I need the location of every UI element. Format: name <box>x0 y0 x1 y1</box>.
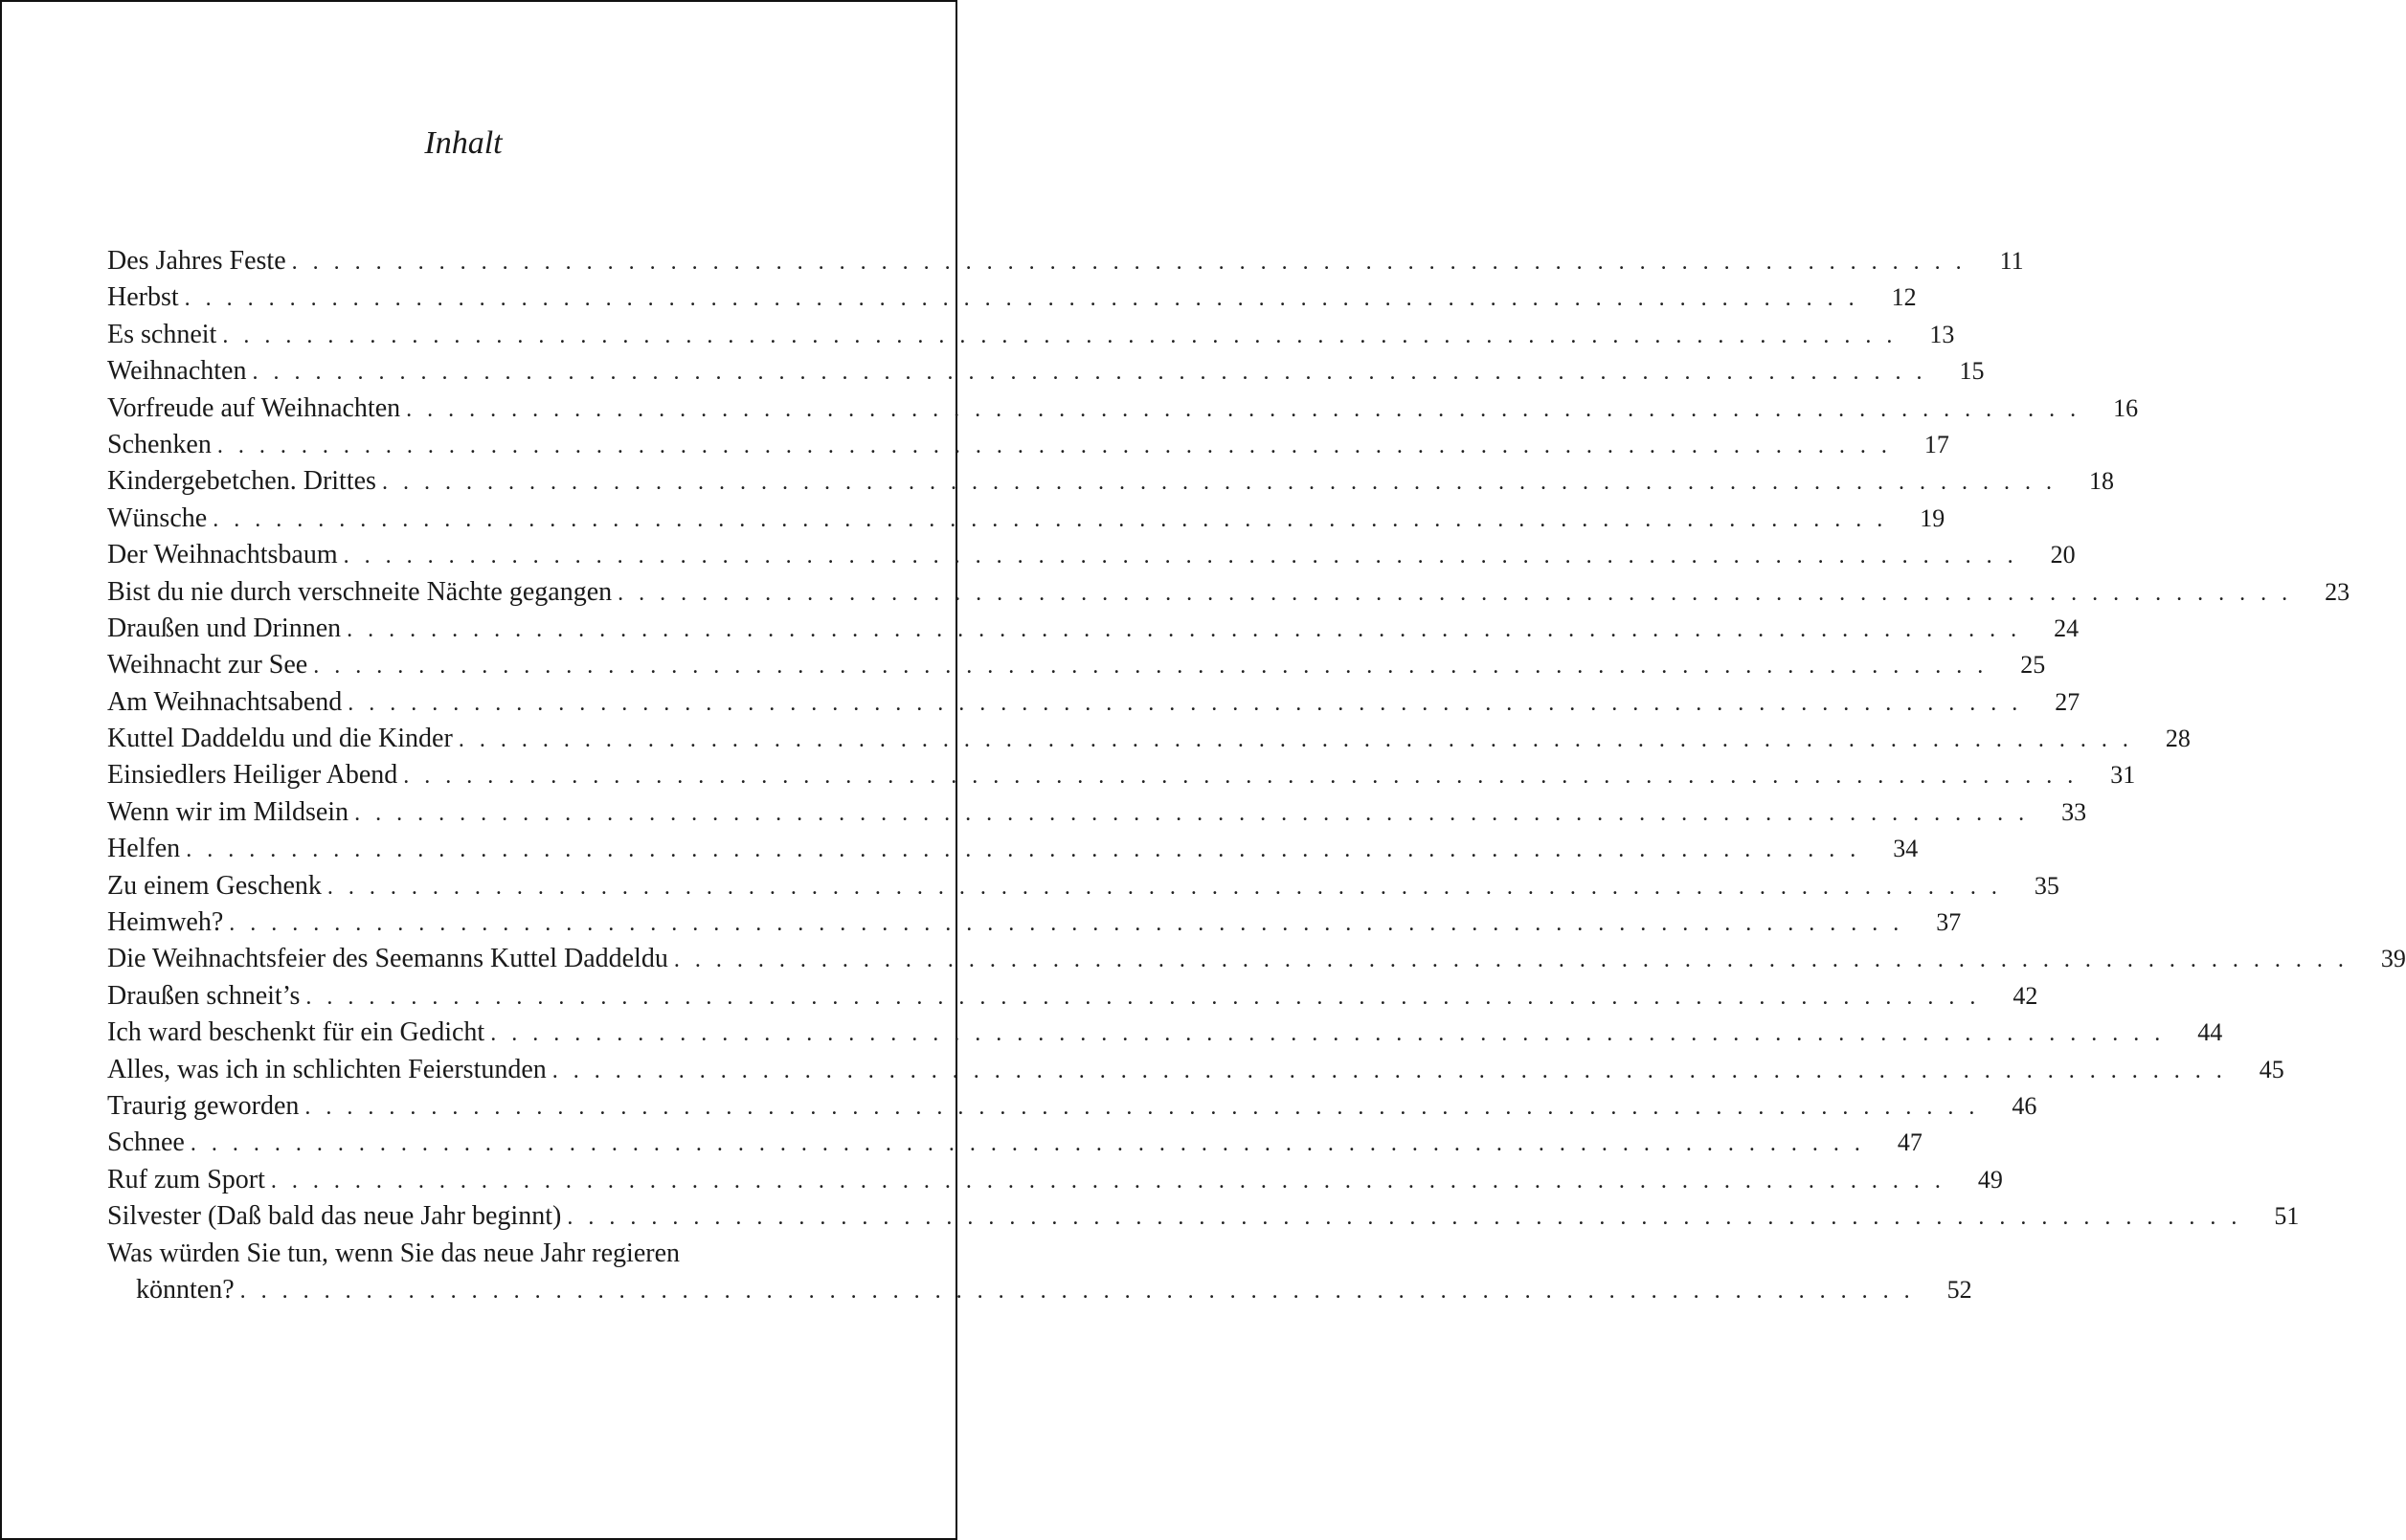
dot-leader: . . . . . . . . . . . . . . . . . . . . . . . . . . . . . . . . . . . . . . . . . . . . . . . . . . . . . . . . . . . . . . . . . . . . . . . . . . . . . . . . <box>216 433 1892 458</box>
toc-entry <box>107 391 2139 427</box>
dot-leader: . . . . . . . . . . . . . . . . . . . . . . . . . . . . . . . . . . . . . . . . . . . . . . . . . . . . . . . . . . . . . . . . . . . . . . . . . . . . . . . . <box>403 764 2079 790</box>
toc-entry-page-number: 49 <box>1977 1165 2003 1194</box>
toc-entry <box>107 1236 818 1272</box>
toc-entry-page-number: 46 <box>2012 1091 2037 1120</box>
dot-leader: . . . . . . . . . . . . . . . . . . . . . . . . . . . . . . . . . . . . . . . . . . . . . . . . . . . . . . . . . . . . . . . . . . . . . . . . . . . . . . . . <box>458 727 2133 753</box>
toc-entry <box>107 757 2136 793</box>
dot-leader: . . . . . . . . . . . . . . . . . . . . . . . . . . . . . . . . . . . . . . . . . . . . . . . . . . . . . . . . . . . . . . . . . . . . . . . . . . . . . . . . <box>348 690 2023 716</box>
toc-entry-page-number: 44 <box>2197 1018 2223 1047</box>
toc-entry <box>107 1052 2284 1088</box>
toc-entry <box>107 978 2038 1015</box>
dot-leader: . . . . . . . . . . . . . . . . . . . . . . . . . . . . . . . . . . . . . . . . . . . . . . . . . . . . . . . . . . . . . . . . . . . . . . . . . . . . . . . . <box>313 654 1989 680</box>
dot-leader: . . . . . . . . . . . . . . . . . . . . . . . . . . . . . . . . . . . . . . . . . . . . . . . . . . . . . . . . . . . . . . . . . . . . . . . . . . . . . . . . <box>618 580 2293 606</box>
toc-entry-title: Heimweh? <box>107 907 224 938</box>
dot-leader: . . . . . . . . . . . . . . . . . . . . . . . . . . . . . . . . . . . . . . . . . . . . . . . . . . . . . . . . . . . . . . . . . . . . . . . . . . . . . . . . <box>381 470 2057 496</box>
toc-entry-title: Draußen schneit’s <box>107 980 301 1011</box>
toc-entry-title: Einsiedlers Heiliger Abend <box>107 760 398 791</box>
toc-entry <box>107 1272 1972 1308</box>
dot-leader: . . . . . . . . . . . . . . . . . . . . . . . . . . . . . . . . . . . . . . . . . . . . . . . . . . . . . . . . . . . . . . . . . . . . . . . . . . . . . . . . <box>186 837 1861 863</box>
toc-entry-title: Kuttel Daddeldu und die Kinder <box>107 724 453 754</box>
dot-leader: . . . . . . . . . . . . . . . . . . . . . . . . . . . . . . . . . . . . . . . . . . . . . . . . . . . . . . . . . . . . . . . . . . . . . . . . . . . . . . . . <box>326 874 2002 900</box>
toc-entry <box>107 537 2076 573</box>
toc-entry <box>107 868 2059 904</box>
toc-entry-page-number: 47 <box>1897 1128 1923 1157</box>
toc-entry <box>107 279 1917 316</box>
toc-entry-page-number: 16 <box>2113 393 2139 422</box>
toc-entry <box>107 574 2350 611</box>
toc-entry-page-number: 35 <box>2034 871 2059 900</box>
toc-entry <box>107 831 1919 867</box>
toc-entry-title: Ich ward beschenkt für ein Gedicht <box>107 1017 485 1048</box>
toc-entry-title: Kindergebetchen. Drittes <box>107 466 376 497</box>
toc-entry-page-number: 11 <box>1999 247 2024 275</box>
dot-leader: . . . . . . . . . . . . . . . . . . . . . . . . . . . . . . . . . . . . . . . . . . . . . . . . . . . . . . . . . . . . . . . . . . . . . . . . . . . . . . . . <box>305 984 1981 1010</box>
toc-entry-title: Am Weihnachtsabend <box>107 686 343 717</box>
dot-leader: . . . . . . . . . . . . . . . . . . . . . . . . . . . . . . . . . . . . . . . . . . . . . . . . . . . . . . . . . . . . . . . . . . . . . . . . . . . . . . . . <box>354 800 2030 826</box>
toc-entry-page-number: 37 <box>1936 908 1962 937</box>
toc-entry-page-number: 33 <box>2061 797 2087 826</box>
toc-entry <box>107 941 2406 977</box>
toc-entry-page-number: 28 <box>2165 725 2191 753</box>
toc-entry-title: Es schneit <box>107 319 217 349</box>
toc-entry-page-number: 15 <box>1959 357 1985 386</box>
dot-leader: . . . . . . . . . . . . . . . . . . . . . . . . . . . . . . . . . . . . . . . . . . . . . . . . . . . . . . . . . . . . . . . . . . . . . . . . . . . . . . . . <box>190 1131 1865 1157</box>
dot-leader: . . . . . . . . . . . . . . . . . . . . . . . . . . . . . . . . . . . . . . . . . . . . . . . . . . . . . . . . . . . . . . . . . . . . . . . . . . . . . . . . <box>252 360 1927 386</box>
toc-entry <box>107 317 1955 353</box>
toc-entry-title: Draußen und Drinnen <box>107 613 342 643</box>
toc-entry-page-number: 23 <box>2325 577 2350 606</box>
toc-entry-page-number: 42 <box>2012 981 2038 1010</box>
toc-entry-title: Schnee <box>107 1127 185 1158</box>
toc-entry-page-number: 25 <box>2020 651 2046 680</box>
dot-leader: . . . . . . . . . . . . . . . . . . . . . . . . . . . . . . . . . . . . . . . . . . . . . . . . . . . . . . . . . . . . . . . . . . . . . . . . . . . . . . . . <box>270 1168 1945 1194</box>
toc-entry-title: Alles, was ich in schlichten Feierstunden <box>107 1054 547 1084</box>
dot-leader: . . . . . . . . . . . . . . . . . . . . . . . . . . . . . . . . . . . . . . . . . . . . . . . . . . . . . . . . . . . . . . . . . . . . . . . . . . . . . . . . <box>673 948 2349 973</box>
page-title: Inhalt <box>424 125 503 161</box>
toc-entry <box>107 1125 1923 1161</box>
toc-entry-title: Schenken <box>107 429 212 459</box>
dot-leader: . . . . . . . . . . . . . . . . . . . . . . . . . . . . . . . . . . . . . . . . . . . . . . . . . . . . . . . . . . . . . . . . . . . . . . . . . . . . . . . . <box>551 1058 2227 1083</box>
toc-entry-title: Die Weihnachtsfeier des Seemanns Kuttel Daddeldu <box>107 944 668 974</box>
dot-leader: . . . . . . . . . . . . . . . . . . . . . . . . . . . . . . . . . . . . . . . . . . . . . . . . . . . . . . . . . . . . . . . . . . . . . . . . . . . . . . . . <box>567 1205 2242 1231</box>
toc-entry <box>107 1088 2037 1125</box>
toc-entry <box>107 501 1945 537</box>
toc-entry-page-number: 52 <box>1946 1275 1972 1304</box>
toc-entry-title: Herbst <box>107 282 179 313</box>
toc-entry <box>107 463 2114 500</box>
toc-entry-page-number: 18 <box>2088 467 2114 496</box>
dot-leader: . . . . . . . . . . . . . . . . . . . . . . . . . . . . . . . . . . . . . . . . . . . . . . . . . . . . . . . . . . . . . . . . . . . . . . . . . . . . . . . . <box>222 323 1898 348</box>
toc-entry <box>107 353 1985 390</box>
dot-leader: . . . . . . . . . . . . . . . . . . . . . . . . . . . . . . . . . . . . . . . . . . . . . . . . . . . . . . . . . . . . . . . . . . . . . . . . . . . . . . . . <box>490 1021 2166 1047</box>
toc-entry <box>107 904 1962 941</box>
toc-entry-title: Des Jahres Feste <box>107 246 286 276</box>
toc-entry-title: Helfen <box>107 834 181 864</box>
toc-entry-title: Vorfreude auf Weihnachten <box>107 392 401 423</box>
dot-leader: . . . . . . . . . . . . . . . . . . . . . . . . . . . . . . . . . . . . . . . . . . . . . . . . . . . . . . . . . . . . . . . . . . . . . . . . . . . . . . . . <box>347 616 2022 642</box>
toc-entry <box>107 684 2080 721</box>
toc-entry-page-number: 12 <box>1891 283 1917 312</box>
dot-leader: . . . . . . . . . . . . . . . . . . . . . . . . . . . . . . . . . . . . . . . . . . . . . . . . . . . . . . . . . . . . . . . . . . . . . . . . . . . . . . . . <box>304 1094 1980 1120</box>
toc-entry-page-number: 24 <box>2054 614 2080 642</box>
toc-entry-title: könnten? <box>136 1274 235 1305</box>
dot-leader: . . . . . . . . . . . . . . . . . . . . . . . . . . . . . . . . . . . . . . . . . . . . . . . . . . . . . . . . . . . . . . . . . . . . . . . . . . . . . . . . <box>184 286 1859 312</box>
dot-leader: . . . . . . . . . . . . . . . . . . . . . . . . . . . . . . . . . . . . . . . . . . . . . . . . . . . . . . . . . . . . . . . . . . . . . . . . . . . . . . . . <box>406 396 2081 422</box>
dot-leader: . . . . . . . . . . . . . . . . . . . . . . . . . . . . . . . . . . . . . . . . . . . . . . . . . . . . . . . . . . . . . . . . . . . . . . . . . . . . . . . . <box>239 1278 1915 1304</box>
toc-entry-title: Bist du nie durch verschneite Nächte gegangen <box>107 576 613 607</box>
toc-entry <box>107 1015 2223 1051</box>
toc-entry-title: Ruf zum Sport <box>107 1164 265 1194</box>
toc-entry <box>107 611 2080 647</box>
toc-entry-title: Der Weihnachtsbaum <box>107 540 338 570</box>
toc-entry-title: Zu einem Geschenk <box>107 870 322 901</box>
toc-entry-title: Wenn wir im Mildsein <box>107 796 349 827</box>
toc-entry-page-number: 27 <box>2055 687 2080 716</box>
toc-entry-title: Weihnachten <box>107 356 247 387</box>
toc-entry-title: Was würden Sie tun, wenn Sie das neue Jahr regieren <box>107 1238 681 1268</box>
toc-entry-page-number: 31 <box>2110 761 2136 790</box>
toc-entry-title: Wünsche <box>107 502 208 533</box>
toc-entry <box>107 1162 2003 1198</box>
toc-entry <box>107 794 2087 831</box>
toc-entry-title: Silvester (Daß bald das neue Jahr beginnt) <box>107 1201 562 1232</box>
toc-entry-page-number: 39 <box>2380 945 2406 973</box>
dot-leader: . . . . . . . . . . . . . . . . . . . . . . . . . . . . . . . . . . . . . . . . . . . . . . . . . . . . . . . . . . . . . . . . . . . . . . . . . . . . . . . . <box>229 911 1904 937</box>
toc-entry-page-number: 17 <box>1923 430 1949 458</box>
toc-entry <box>107 243 2024 279</box>
toc-entry-title: Weihnacht zur See <box>107 650 308 681</box>
toc-entry <box>107 427 1949 463</box>
toc-entry <box>107 647 2046 683</box>
toc-entry <box>107 721 2191 757</box>
dot-leader: . . . . . . . . . . . . . . . . . . . . . . . . . . . . . . . . . . . . . . . . . . . . . . . . . . . . . . . . . . . . . . . . . . . . . . . . . . . . . . . . <box>291 250 1967 275</box>
toc-entry-page-number: 13 <box>1929 320 1955 348</box>
toc-entry-title: Traurig geworden <box>107 1090 300 1121</box>
toc-entry <box>107 1198 2300 1235</box>
toc-entry-page-number: 20 <box>2050 541 2076 569</box>
toc-entry-page-number: 19 <box>1920 503 1945 532</box>
dot-leader: . . . . . . . . . . . . . . . . . . . . . . . . . . . . . . . . . . . . . . . . . . . . . . . . . . . . . . . . . . . . . . . . . . . . . . . . . . . . . . . . <box>213 506 1888 532</box>
toc-entry-page-number: 45 <box>2259 1055 2284 1083</box>
toc-entry-page-number: 34 <box>1893 835 1919 863</box>
dot-leader: . . . . . . . . . . . . . . . . . . . . . . . . . . . . . . . . . . . . . . . . . . . . . . . . . . . . . . . . . . . . . . . . . . . . . . . . . . . . . . . . <box>343 544 2018 569</box>
toc-entry-page-number: 51 <box>2274 1202 2300 1231</box>
table-of-contents <box>107 243 2406 1308</box>
